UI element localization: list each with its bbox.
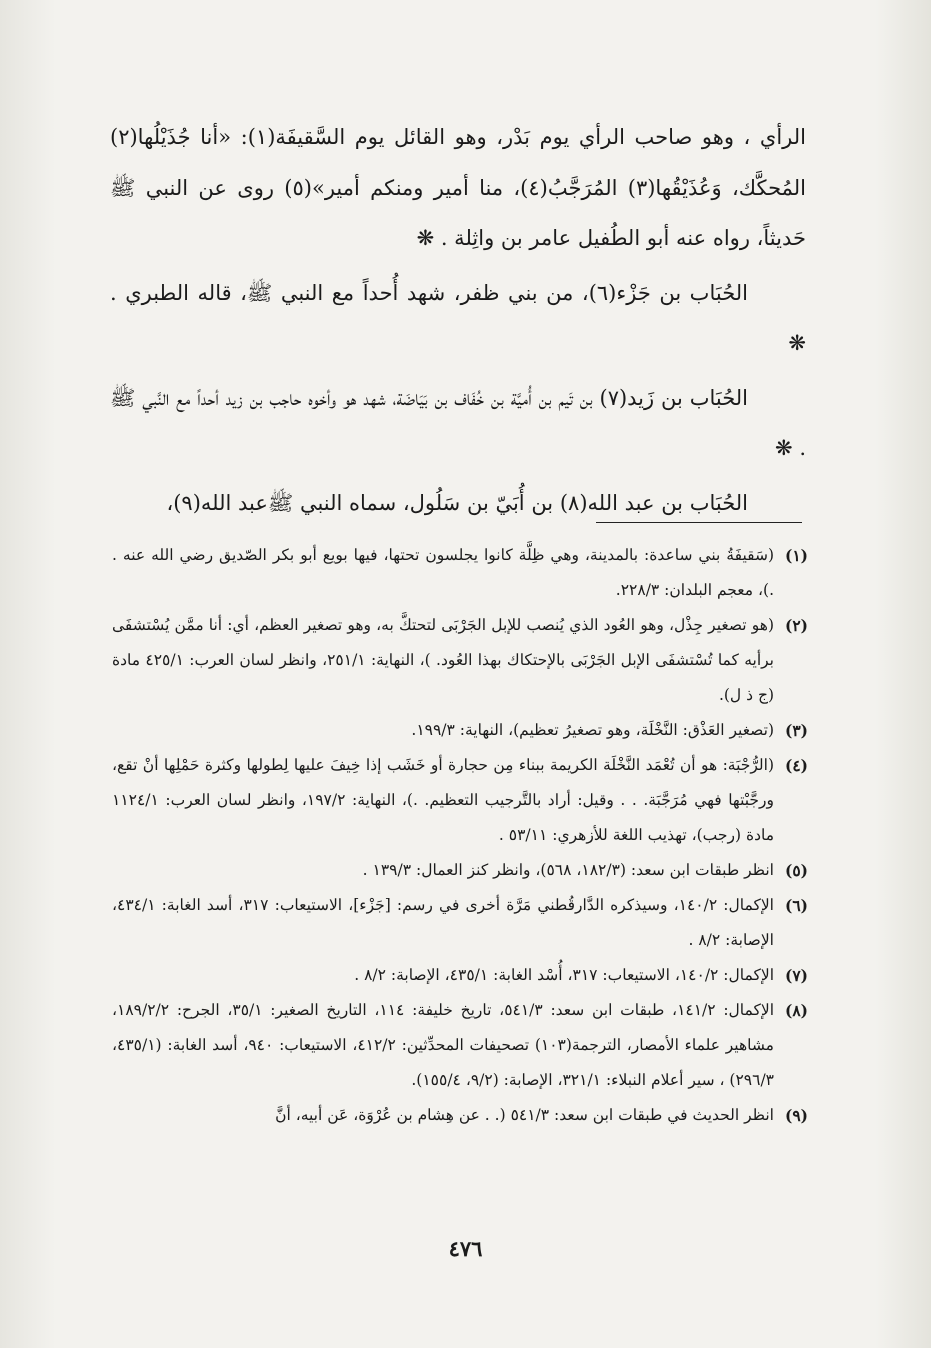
footnote-7 — [112, 958, 808, 993]
footnote-5 — [112, 853, 808, 888]
footnote-3 — [112, 713, 808, 748]
footnote-text: انظر طبقات ابن سعد: (١٨٢/٣، ٥٦٨)، وانظر كنز العمال: ١٣٩/٣ . — [362, 861, 774, 879]
footnote-number: (١) — [784, 546, 808, 565]
footnote-text: (سَقيفَةُ بني ساعدة: بالمدينة، وهي ظِلَّة كانوا يجلسون تحتها، فيها بويع أبو بكر الصّديق رضي الله عنه . .)، معجم البلدان: ٢٢٨/٣. — [112, 546, 774, 599]
footnote-1 — [112, 538, 808, 608]
footnote-number: (٨) — [784, 1001, 808, 1020]
footnote-number: (٧) — [784, 966, 808, 985]
footnote-text: (الرُّجْبَة: هو أن تُعْمَد النَّخْلَة الكريمة ببناء مِن حجارة أو خَشَب إذا خِيفَ عليها لِطولها وكثرة حَمْلِها أنْ تقع، ورجَّبْتها فهي مُرَجَّبَة. . . وقيل: أراد بالتَّرجيب التعظيم. .)، النهاية: ١٩٧/٢، وانظر لسان العرب: ١١٢٤/١ مادة (رجب)، تهذيب اللغة للأزهري: ٥٣/١١ . — [112, 756, 774, 844]
footnote-8 — [112, 993, 808, 1098]
page-number: ٤٧٦ — [448, 1236, 483, 1261]
paragraph-hubab-ibn-jaz: الحُبَاب بن جَزْء(٦)، من بني ظفر، شهد أُحداً مع النبي ﷺ، قاله الطبري . ❋ — [110, 280, 806, 355]
footnote-text: (هو تصغير جِذْل، وهو العُود الذي يُنصب للإبل الجَرْبَى لتحتكَّ به، وهو تصغير العظم، أي: أنا ممَّن يُسْتشفَى برأيه كما تُسْتشفَى الإبل الجَرْبَى بالإحتكاك بهذا العُود. )، النهاية: ٢٥١/١، وانظر لسان العرب: ٤٢٥/١ مادة (ج ذ ل). — [112, 616, 774, 704]
footnote-text: انظر الحديث في طبقات ابن سعد: ٥٤١/٣ (. . عن هِشام بن عُرْوَة، عَن أبيه، أنَّ — [275, 1106, 774, 1124]
footnote-text: الإكمال: ١٤١/٢، طبقات ابن سعد: ٥٤١/٣، تاريخ خليفة: ١١٤، التاريخ الصغير: ٣٥/١، الجرح: ١٨٩/٢/٢، مشاهير علماء الأمصار، الترجمة(١٠٣) تصحيفات المحدِّثين: ٤١٢/٢، الاستيعاب: ٩٤٠، أسد الغابة: (٤٣٥/١، ٢٩٦/٣) ، سير أعلام النبلاء: ٣٢١/١، الإصابة: (٩/٢، ١٥٥/٤). — [112, 1001, 775, 1089]
footnote-9 — [112, 1098, 808, 1133]
footnote-2 — [112, 608, 808, 713]
footnotes — [112, 538, 808, 1133]
footnote-6 — [112, 888, 808, 958]
footnote-4 — [112, 748, 808, 853]
footnote-number: (٣) — [784, 721, 808, 740]
main-text — [110, 112, 806, 532]
footnote-number: (٦) — [784, 896, 808, 915]
footnote-number: (٩) — [784, 1106, 808, 1125]
footnote-text: الإكمال: ١٤٠/٢، الاستيعاب: ٣١٧، أُسْد الغابة: ٤٣٥/١، الإصابة: ٨/٢ . — [354, 966, 774, 984]
paragraph-hubab-ibn-abdullah: الحُبَاب بن عبد الله(٨) بن أُبَيّ بن سَلُول، سماه النبي ﷺعبد الله(٩)، — [166, 490, 748, 515]
footnote-number: (٥) — [784, 861, 808, 880]
footnote-text: الإكمال: ١٤٠/٢، وسيذكره الدَّارقُطني مَرَّة أخرى في رسم: [جَزْء]، الاستيعاب: ٣١٧، أسد الغابة: ٤٣٤/١، الإصابة: ٨/٢ . — [112, 896, 774, 949]
paragraph-hubab-ibn-zayd: الحُبَاب بن زَيد(٧) بن تَيم بن أُميَّة بن خُفَاف بن بَيَاضَة، شهد هو وأخوه حاجب بن زيد أحداً مع النَّبي ﷺ . ❋ — [110, 385, 806, 460]
footnote-text: (تصغير العَذْق: النَّخْلَة، وهو تصغيرُ تعظيم)، النهاية: ١٩٩/٣. — [411, 721, 774, 739]
footnote-number: (٢) — [784, 616, 808, 635]
footnote-number: (٤) — [784, 756, 808, 775]
footnote-separator — [596, 522, 802, 523]
paragraph-continuation: الرأي ، وهو صاحب الرأي يوم بَدْر، وهو القائل يوم السَّقيفَة(١): «أنا جُذَيْلُها(٢) المُحكَّك، وَعُذَيْقُها(٣) المُرَجَّبُ(٤)، منا أمير ومنكم أمير»(٥) روى عن النبي ﷺ حَديثاً، رواه عنه أبو الطُفيل عامر بن واثِلة . ❋ — [110, 125, 807, 250]
